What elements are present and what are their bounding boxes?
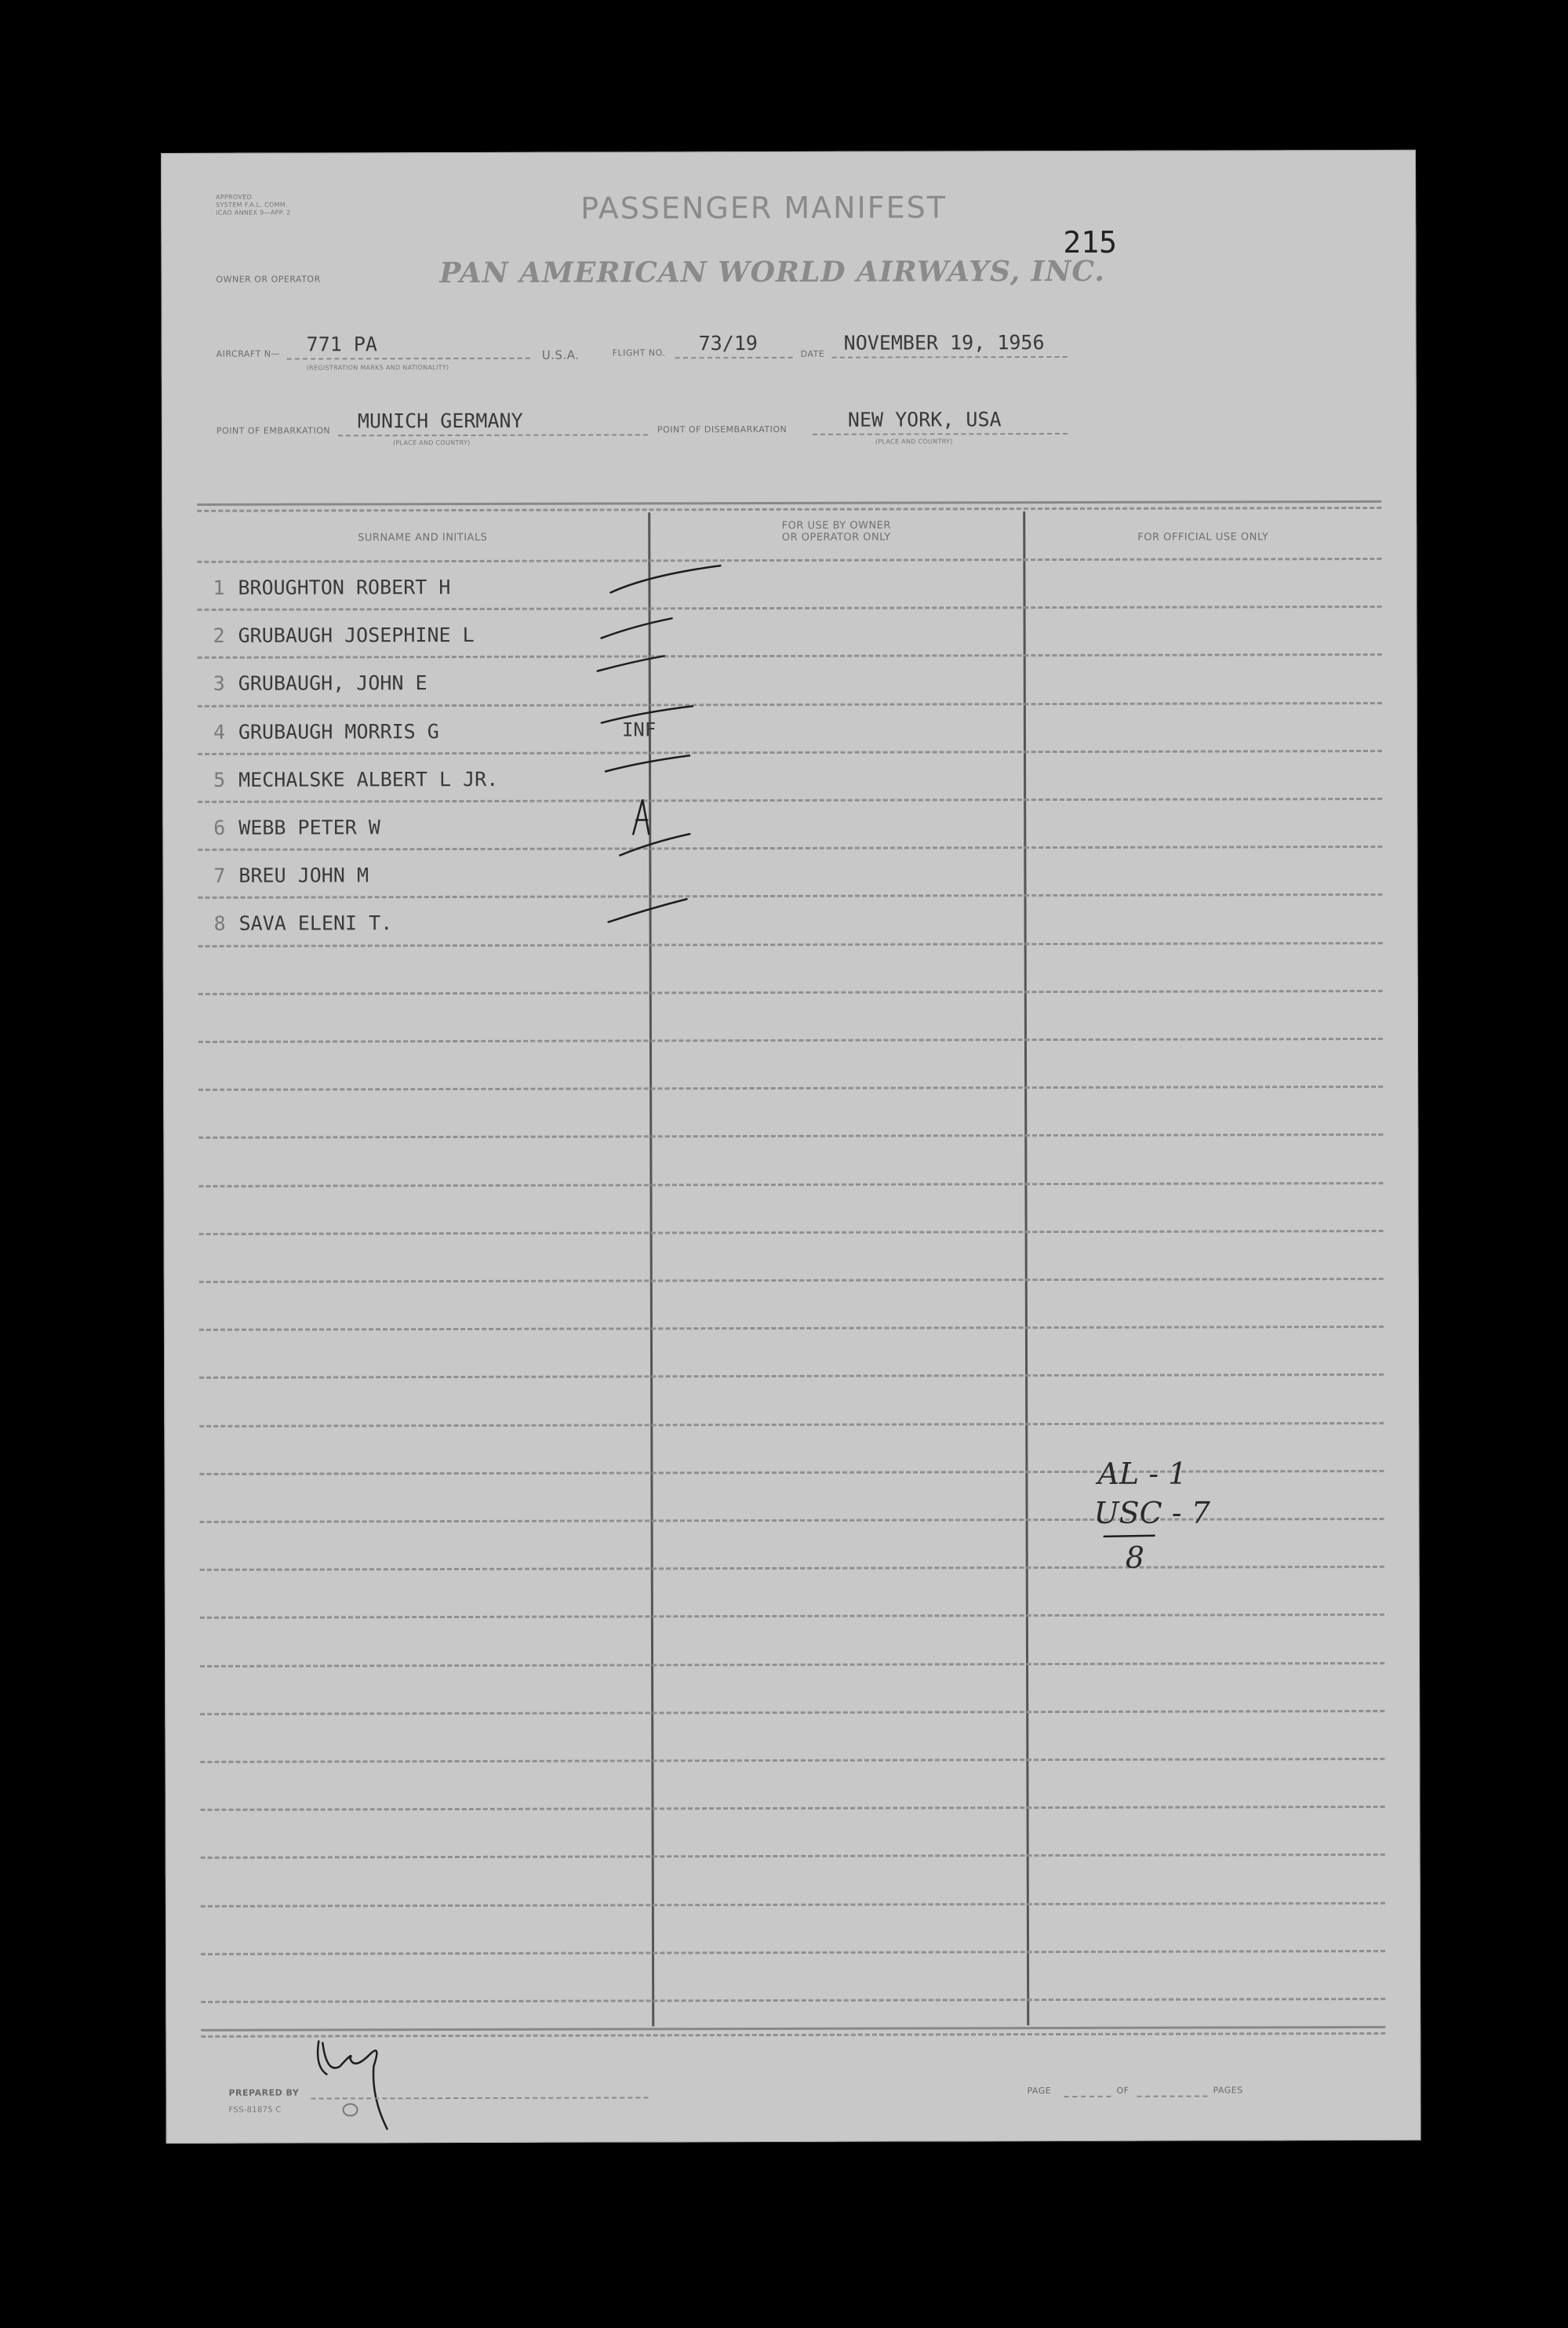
approval-line: ICAO ANNEX 9—APP. 2 (216, 209, 291, 216)
embark-sublabel: (PLACE AND COUNTRY) (392, 438, 471, 447)
disembark-sublabel: (PLACE AND COUNTRY) (875, 438, 953, 446)
passenger-name: WEBB PETER W (238, 816, 380, 839)
of-label: OF (1116, 2085, 1130, 2096)
aircraft-sublabel: (REGISTRATION MARKS AND NATIONALITY) (306, 364, 449, 372)
row-number: 8 (213, 912, 226, 936)
tally-fraction-line (1104, 1536, 1155, 1537)
column-header-official: FOR OFFICIAL USE ONLY (1137, 531, 1269, 544)
column-header-surname: SURNAME AND INITIALS (358, 531, 488, 544)
union-label-icon (343, 2103, 358, 2116)
country-label: U.S.A. (541, 347, 580, 362)
row-number: 4 (213, 720, 226, 744)
row-number: 6 (213, 816, 226, 839)
mark-a (633, 799, 649, 834)
row-number: 1 (213, 576, 225, 599)
row-number: 7 (213, 864, 226, 888)
form-code: FSS-81875 C (228, 2105, 282, 2115)
column-header-owner-line: FOR USE BY OWNER (781, 519, 891, 532)
passenger-name: SAVA ELENI T. (238, 911, 393, 936)
check-mark (610, 566, 720, 592)
passenger-name: GRUBAUGH, JOHN E (238, 671, 427, 696)
tally-total: 8 (1125, 1540, 1144, 1575)
manifest-sheet (161, 150, 1421, 2144)
passenger-name: GRUBAUGH JOSEPHINE L (238, 624, 475, 647)
tally-line-2: USC - 7 (1093, 1495, 1210, 1530)
passenger-name: BREU JOHN M (238, 864, 369, 887)
flight-value: 73/19 (698, 332, 758, 355)
tally-line-1: AL - 1 (1097, 1456, 1188, 1491)
aircraft-value: 771 PA (306, 333, 377, 356)
owner-label: OWNER OR OPERATOR (216, 274, 321, 285)
passenger-name: MECHALSKE ALBERT L JR. (238, 767, 499, 791)
check-mark (620, 834, 689, 855)
column-header-owner-line: OR OPERATOR ONLY (781, 531, 891, 544)
check-mark (602, 618, 672, 638)
pages-label: PAGES (1213, 2085, 1243, 2096)
page-number: 215 (1063, 224, 1118, 260)
check-mark (608, 899, 686, 922)
passenger-name: BROUGHTON ROBERT H (238, 576, 451, 599)
note-inf: INF (621, 718, 657, 741)
embark-value: MUNICH GERMANY (357, 409, 523, 433)
check-mark (606, 755, 689, 771)
page-underline (1064, 2096, 1111, 2097)
approval-line: SYSTEM F.A.L. COMM. (216, 201, 288, 209)
page-title: PASSENGER MANIFEST (580, 190, 947, 226)
flight-label: FLIGHT NO. (612, 347, 666, 358)
check-marks (161, 150, 1421, 2144)
disembark-value: NEW YORK, USA (847, 408, 1002, 431)
passenger-name: GRUBAUGH MORRIS G (238, 719, 439, 744)
page-label: PAGE (1027, 2086, 1052, 2097)
date-label: DATE (800, 348, 825, 359)
row-number: 2 (213, 624, 225, 648)
disembark-label: POINT OF DISEMBARKATION (657, 424, 788, 435)
date-value: NOVEMBER 19, 1956 (843, 331, 1045, 355)
row-number: 3 (213, 672, 225, 696)
aircraft-label: AIRCRAFT N— (216, 348, 281, 359)
embark-label: POINT OF EMBARKATION (216, 425, 331, 436)
row-number: 5 (213, 768, 226, 791)
of-underline (1137, 2096, 1207, 2097)
approval-line: APPROVED (216, 193, 253, 201)
owner-value: PAN AMERICAN WORLD AIRWAYS, INC. (439, 254, 1106, 290)
prepared-by-label: PREPARED BY (228, 2087, 300, 2098)
check-mark (598, 656, 664, 671)
